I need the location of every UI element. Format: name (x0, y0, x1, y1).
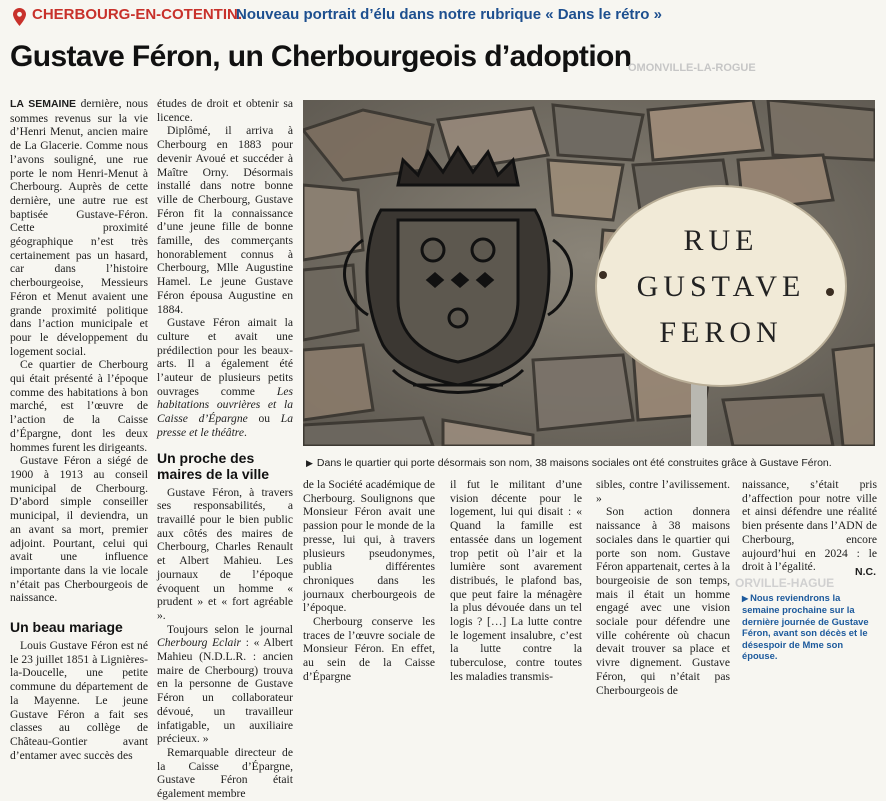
paragraph: études de droit et obtenir sa licence. (157, 97, 293, 124)
paragraph: Gustave Féron, à travers ses responsabilités, a travaillé pour le bien public aux côtés des maires de Cherbourg, Charles Renault et Albert Mahieu. Les journaux de l’époque évoquent un homme « prudent » et « fort agréable ». (157, 485, 293, 622)
author-signature: N.C. (855, 566, 876, 578)
paragraph: Louis Gustave Féron est né le 23 juillet 1851 à Lignières-la-Doucelle, une petite commune du département de la Mayenne. Le jeune Gustave Féron a fait ses classes au collège de Château-Gontier avant d’entamer avec succès des (10, 639, 148, 762)
subheading: Un beau mariage (10, 619, 123, 636)
location-pin-icon (13, 8, 26, 26)
note-arrow-icon: ▶ (742, 594, 749, 603)
article-column-6 (742, 478, 877, 574)
article-column-1 (10, 97, 148, 762)
sign-line-2: GUSTAVE (636, 270, 806, 303)
bleed-through-text: OMONVILLE-LA-ROGUE (628, 62, 756, 74)
paragraph: LA SEMAINE dernière, nous sommes revenus sur la vie d’Henri Menut, ancien maire de La Glacerie. Comme nous l’avons souligné, une rue porte le nom Henri-Menut à Cherbourg. Auprès de cette dernière, une autre rue est baptisée Gustave-Féron. Cette proximité géographique n’est très certainement pas un hasard, car dans l’histoire cherbourgeoise, Messieurs Féron et Menut avaient une grande proximité politique dans l’action municipale et pour le développement du logement social. (10, 97, 148, 358)
article-column-3 (303, 478, 435, 684)
paragraph: Diplômé, il arriva à Cherbourg en 1883 pour devenir Avoué et succéder à Maître Orny. Désormais installé dans notre bonne ville de Cherbourg, Gustave Féron fit la connaissance d’une jeune fille de bonne famille, des commerçants honorablement connus à Cherbourg, Mlle Augustine Hamel. Le jeune Gustave Féron épousa Augustine en 1884. (157, 124, 293, 316)
section-header (0, 0, 886, 34)
photo-illustration (303, 100, 875, 446)
paragraph: Cherbourg conserve les traces de l’œuvre sociale de Monsieur Féron. En effet, au sein de la Caisse d’Épargne (303, 615, 435, 683)
article-column-4 (450, 478, 582, 684)
paragraph: Gustave Féron aimait la culture et avait une prédilection pour les beaux-arts. Il a également été l’auteur de plusieurs petits ouvrages comme Les habitations ouvrières et la Caisse d’Épargne ou La presse et le théâtre. (157, 316, 293, 439)
bleed-through-text-bottom: ORVILLE-HAGUE (735, 576, 835, 590)
caption-arrow-icon: ▶ (306, 458, 313, 468)
paragraph: de la Société académique de Cherbourg. Soulignons que Monsieur Féron avait une passion pour le monde de la presse, lui qui, à travers plusieurs pseudonymes, publia différentes chroniques dans les journaux cherbourgeois de l’époque. (303, 478, 435, 615)
paragraph: Ce quartier de Cherbourg qui était présenté à l’époque comme des habitations à bon marché, est l’œuvre de l’action de la Caisse d’Épargne, dont les deux hommes furent les dirigeants. (10, 358, 148, 454)
paragraph: Remarquable directeur de la Caisse d’Épargne, Gustave Féron était également membre (157, 745, 293, 801)
paragraph: il fut le militant d’une vision décente pour le logement, lui qui disait : « Quand la famille est entassée dans un logement trop petit où l’air et la lumière sont avarement distribués, le plafond bas, que peut faire la ménagère la plus dévouée dans un tel logis ? […] La lutte contre le logement insalubre, c’est la lutte contre la tuberculose, contre toutes les maladies transmis- (450, 478, 582, 683)
next-week-note: ▶ Nous reviendrons la semaine prochaine sur la dernière journée de Gustave Féron, avant son décès et le désespoir de Mme son épouse. (742, 592, 869, 662)
sign-line-3: FERON (659, 316, 783, 349)
paragraph: Son action donnera naissance à 38 maisons sociales dans le quartier qui porte son nom. Gustave Féron appartenait, certes à la bourgeoisie de son temps, mais il était un homme engagé avec une vision sociale pour défendre une ville cohérente où chacun devait trouver sa place et vivre dignement. Gustave Féron, qui n’était pas Cherbourgeois de (596, 505, 730, 697)
paragraph: Gustave Féron a siégé de 1900 à 1913 au conseil municipal de Cherbourg. D’abord simple conseiller municipal, il deviendra, un an avant sa mort, premier adjoint. Pourtant, celui qui avait une influence importante dans la vie locale n’était pas Cherbourgeois de naissance. (10, 454, 148, 605)
headline: Gustave Féron, un Cherbourgeois d’adoption (10, 40, 632, 73)
paragraph: Toujours selon le journal Cherbourg Eclair : « Albert Mahieu (N.D.L.R. : ancien maire de Cherbourg) trouva en la personne de Gustave Féron un collaborateur dévoué, un travailleur infatigable, un auxiliaire précieux. » (157, 622, 293, 746)
section-rubric: Nouveau portrait d’élu dans notre rubrique « Dans le rétro » (236, 6, 662, 23)
article-column-2 (157, 97, 293, 801)
paragraph: sibles, contre l’avilissement. » (596, 478, 730, 505)
photo-caption: ▶ Dans le quartier qui porte désormais son nom, 38 maisons sociales ont été construites grâce à Gustave Féron. (306, 457, 832, 469)
section-kicker: CHERBOURG-EN-COTENTIN. (32, 6, 242, 23)
subheading: Un proche des maires de la ville (157, 449, 270, 482)
sign-line-1: RUE (683, 224, 759, 257)
street-sign-photo (303, 100, 875, 446)
paragraph: naissance, s’était pris d’affection pour notre ville et ainsi défendre une réalité bien présente dans l’ADN de Cherbourg, encore aujourd’hui en 2024 : le droit à l’égalité. (742, 478, 877, 574)
article-column-5 (596, 478, 730, 697)
